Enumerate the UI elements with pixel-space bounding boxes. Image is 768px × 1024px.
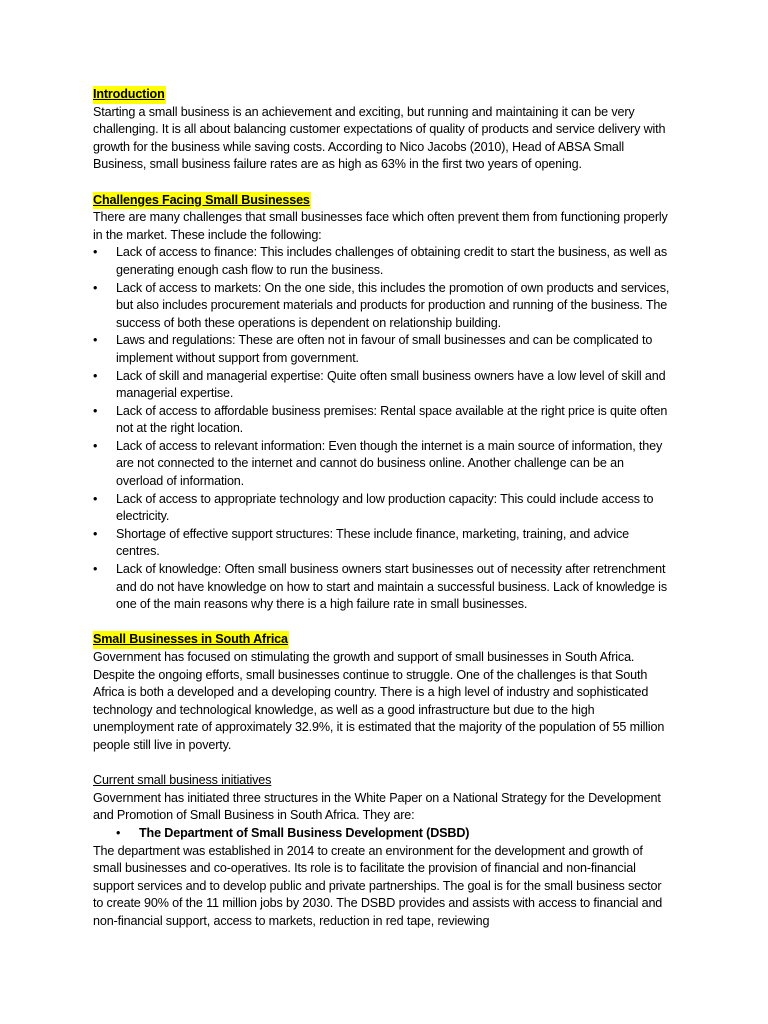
list-item — [93, 526, 673, 561]
document-page — [93, 86, 673, 931]
bullet-icon: • — [93, 280, 98, 295]
list-item-text: Lack of access to relevant information: Even though the internet is a main source of information, they are not connected to the internet and cannot do business online. Another challenge can be an overload of information. — [116, 438, 663, 489]
bullet-icon: • — [93, 526, 98, 541]
paragraph-challenges-intro: There are many challenges that small businesses face which often prevent them from functioning properly in the market. These include the following: — [93, 210, 668, 242]
list-item-text: Lack of access to appropriate technology and low production capacity: This could include access to electricity. — [116, 491, 654, 524]
list-item — [93, 403, 673, 438]
list-item — [93, 244, 673, 279]
paragraph-spacer — [93, 755, 673, 773]
heading-introduction: Introduction — [93, 86, 166, 104]
list-item — [93, 368, 673, 403]
bullet-icon: • — [93, 245, 98, 260]
bullet-icon: • — [93, 333, 98, 348]
section-south-africa — [93, 631, 673, 754]
challenges-list — [93, 244, 673, 613]
bullet-icon: • — [93, 562, 98, 577]
bullet-icon: • — [116, 825, 121, 840]
bullet-icon: • — [93, 438, 98, 453]
bullet-icon: • — [93, 491, 98, 506]
list-item-text: Laws and regulations: These are often not in favour of small businesses and can be complicated to implement without support from government. — [116, 333, 653, 365]
heading-south-africa: Small Businesses in South Africa — [93, 631, 289, 649]
heading-challenges: Challenges Facing Small Businesses — [93, 192, 311, 210]
section-challenges — [93, 192, 673, 614]
list-item-dsbd — [93, 825, 673, 843]
section-initiatives — [93, 772, 673, 930]
paragraph-spacer — [93, 614, 673, 632]
list-item — [93, 280, 673, 333]
list-item-text: Lack of access to markets: On the one side, this includes the promotion of own products and services, but also includes procurement materials and products for production and running of the business. The success of both these operations is dependent on relationship building. — [116, 280, 670, 330]
bullet-icon: • — [93, 403, 98, 418]
list-item — [93, 332, 673, 367]
paragraph-spacer — [93, 174, 673, 192]
list-item — [93, 561, 673, 614]
list-item-text: Lack of knowledge: Often small business owners start businesses out of necessity after retrenchment and do not have knowledge on how to start and maintain a successful business. Lack of knowledge is one of the main reasons why there is a high failure rate in small businesses. — [116, 562, 667, 612]
list-item-text: Lack of access to finance: This includes challenges of obtaining credit to start the business, as well as generating enough cash flow to run the business. — [116, 245, 668, 277]
heading-initiatives: Current small business initiatives — [93, 773, 272, 788]
list-item-text: Shortage of effective support structures: These include finance, marketing, training, and advice centres. — [116, 526, 629, 559]
list-item-text: Lack of skill and managerial expertise: Quite often small business owners have a low level of skill and managerial expertise. — [116, 368, 666, 401]
paragraph-initiatives-intro: Government has initiated three structures in the White Paper on a National Strategy for the Development and Promotion of Small Business in South Africa. They are: — [93, 790, 661, 823]
list-item-text: The Department of Small Business Development (DSBD) — [139, 825, 470, 840]
paragraph-dsbd: The department was established in 2014 to create an environment for the development and growth of small businesses and co-operatives. Its role is to facilitate the provision of financial and non-financial support services and to develop public and private partnerships. The goal is for the small business sector to create 90% of the 11 million jobs by 2030. The DSBD provides and assists with access to financial and non-financial support, access to markets, reduction in red tape, reviewing — [93, 843, 663, 928]
paragraph-south-africa: Government has focused on stimulating the growth and support of small businesses in South Africa. Despite the ongoing efforts, small businesses continue to struggle. One of the challenges is that South Africa is both a developed and a developing country. There is a high level of industry and sophisticated technology and technological knowledge, as well as a good infrastructure but due to the high unemployment rate of approximately 32.9%, it is estimated that the majority of the population of 55 million people still live in poverty. — [93, 650, 665, 752]
section-introduction — [93, 86, 673, 174]
paragraph-introduction: Starting a small business is an achievement and exciting, but running and maintaining it can be very challenging. It is all about balancing customer expectations of quality of products and service delivery with growth for the business while saving costs. According to Nico Jacobs (2010), Head of ABSA Small Business, small business failure rates are as high as 63% in the first two years of opening. — [93, 104, 666, 172]
list-item-text: Lack of access to affordable business premises: Rental space available at the right price is quite often not at the right location. — [116, 403, 668, 436]
bullet-icon: • — [93, 368, 98, 383]
list-item — [93, 491, 673, 526]
list-item — [93, 438, 673, 491]
